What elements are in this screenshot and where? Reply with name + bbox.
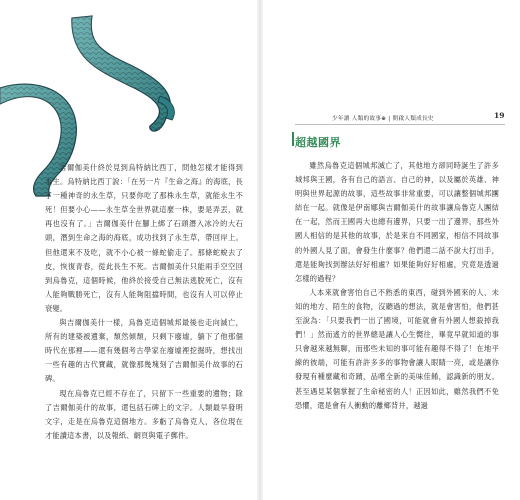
page-number: 19 [494, 111, 505, 120]
section-accent-bar [292, 132, 294, 146]
paragraph: 吉爾伽美什終於見到烏特納比西丁，問他怎樣才能得到永生。烏特納比西丁說：「在另一片『生命之海』的海底，長了一種神奇的永生草，只要你吃了那株永生草，就能永生不死！但要小心——永生草全世界就這麼一株，要是弄丟，就再也沒有了。」吉爾伽美什在腳上綁了石頭潛入冰冷的大石頭，潛到生命之海的海底，成功找到了永生草，帶回岸上。但他還來不及吃，就不小心被一條蛇偷走了。那條蛇蛻去了皮，恢復青春，從此長生不死。吉爾伽美什只能兩手空空回到烏魯克，這個時候，他終於接受自己無法逃脫死亡，沒有人能夠戰勝死亡，沒有人能夠阻擋時間，也沒有人可以停止衰變。 [45, 163, 243, 313]
header-divider [295, 124, 505, 125]
paragraph: 與吉爾伽美什一樣，烏魯克這個城邦最後也走向滅亡，所有的建築被遺棄，頹然傾頹，只剩下廢墟，躺下了他那個時代在那裡——還有幾個考古學家在廢墟裡挖掘時，想找出一些有趣的古代寶藏，就像那幾塊刻了吉爾伽美什故事的石碑。 [45, 318, 243, 384]
paragraph: 人本來就會害怕自己不熟悉的東西，碰到外國來的人、未知的地方、陌生的食物，沒聽過的想法，就是會害怕，他們甚至說為：「只要我們一出了國境，可能就會有外國人想殺掉我們！」然而遙方的世界總是讓人心生嚮往，畢竟早就知道的事只會越來越無聊，而那些未知的事可能有趣得不得了！在地平線的彼端，可能有許許多多的事物會讓人眼睛一亮，或是讓你發現有種麼藏和奇蹟，品嚐全新的美味佳餚，認識新的朋友。甚至遇見某個掌握了生命秘密的人！正因如此，雖然我們不免恐懼，還是會有人衝動的離鄉背井，越過 [295, 287, 499, 410]
paragraph: 雖然烏魯克這個城邦滅亡了，其他地方卻同時誕生了許多城邦與王國，各有自己的語言、自己的神，以及屬於英雄、神明與世界起源的故事，這些故事非常重要，可以讓整個城邦團結在一起。就像是伊南娜與吉爾伽美什的故事讓烏魯克人團結在一起，然而王國再大也總有邊界，只要一出了邊界，那些外國人相信的是其他的故事，於是來自不同國家，相信不同故事的外國人見了面，會發生什麼事？他們還二話不說大打出手，還是能夠找到辦法好好相處？如果能夠好好相處，究竟是透過怎樣的過程？ [295, 161, 499, 283]
right-body-text [295, 159, 499, 413]
left-page [0, 0, 258, 500]
left-body-text [45, 161, 243, 443]
running-header: 少年讀 人類的故事⊕ | 開啟人類成長史 [332, 116, 434, 122]
right-page [262, 0, 520, 500]
paragraph: 現在烏魯克已經不存在了，只留下一些重要的遺物；除了吉爾伽美什的故事，還包括石碑上的文字。人類最早發明文字，走是在烏魯克這個地方。多虧了烏魯克人，各位現在才能讀這本書，以及報紙、網頁與電子郵件。 [45, 388, 243, 440]
section-title: 超越國界 [295, 136, 341, 149]
